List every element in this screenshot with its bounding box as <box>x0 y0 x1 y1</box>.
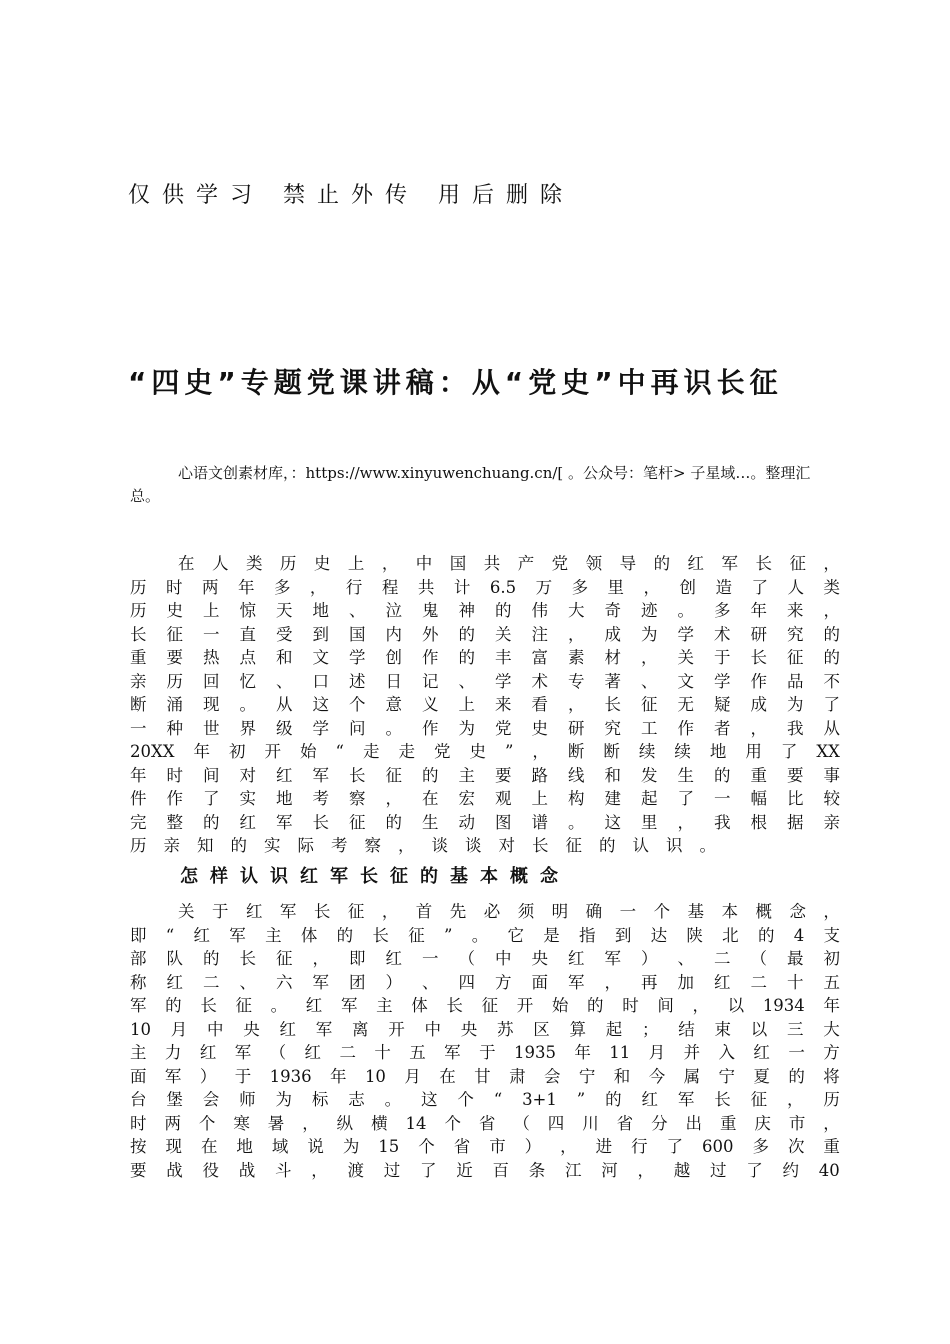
text-line: 亲 历 回 忆 、 口 述 日 记 、 学 术 专 著 、 文 学 作 品 不 <box>130 671 840 691</box>
text-line: 件 作 了 实 地 考 察 ， 在 宏 观 上 构 建 起 了 一 幅 比 较 <box>130 789 840 808</box>
text-line: 面 军 ） 于 1936 年 10 月 在 甘 肃 会 宁 和 今 属 宁 夏 的 将 <box>130 1066 840 1086</box>
text-line: 重 要 热 点 和 文 学 创 作 的 丰 富 素 材 ， 关 于 长 征 的 <box>130 648 840 667</box>
text-line: 时 两 个 寒 暑 ， 纵 横 14 个 省 （ 四 川 省 分 出 重 庆 市 ， <box>130 1113 840 1133</box>
text-line: 关 于 红 军 长 征 ， 首 先 必 须 明 确 一 个 基 本 概 念 ， <box>178 902 840 921</box>
section-heading: 怎样认识红军长征的基本概念 <box>180 866 570 887</box>
text-line: 历 亲 知 的 实 际 考 察 ， 谈 谈 对 长 征 的 认 识 。 <box>130 836 716 855</box>
source-note: 心语文创素材库，：https://www.xinyuwenchuang.cn/[ 。公众号：笔杆> 子星域…。整理汇总。 <box>130 464 811 505</box>
text-line: 一 种 世 界 级 学 问 。 作 为 党 史 研 究 工 作 者 ， 我 从 <box>130 718 840 738</box>
usage-notice: 仅供学习 禁止外传 用后删除 <box>128 183 574 208</box>
text-line: 军 的 长 征 。 红 军 主 体 长 征 开 始 的 时 间 ， 以 1934 年 <box>130 996 840 1015</box>
text-line: 台 堡 会 师 为 标 志 。 这 个 “ 3+1 ” 的 红 军 长 征 ， 历 <box>130 1090 840 1109</box>
paragraph-intro <box>130 552 840 858</box>
text-line: 10 月 中 央 红 军 离 开 中 央 苏 区 算 起 ； 结 束 以 三 大 <box>130 1019 840 1039</box>
text-line: 完 整 的 红 军 长 征 的 生 动 图 谱 。 这 里 ， 我 根 据 亲 <box>130 812 840 832</box>
text-line: 称 红 二 、 六 军 团 ） 、 四 方 面 军 ， 再 加 红 二 十 五 <box>130 972 840 992</box>
text-line: 年 时 间 对 红 军 长 征 的 主 要 路 线 和 发 生 的 重 要 事 <box>130 765 840 785</box>
text-line: 主 力 红 军 （ 红 二 十 五 军 于 1935 年 11 月 并 入 红 一 方 <box>130 1043 840 1062</box>
text-line: 在 人 类 历 史 上 ， 中 国 共 产 党 领 导 的 红 军 长 征 ， <box>178 554 840 573</box>
text-line: 要 战 役 战 斗 ， 渡 过 了 近 百 条 江 河 ， 越 过 了 约 40 <box>130 1160 840 1180</box>
text-line: 历 时 两 年 多 ， 行 程 共 计 6.5 万 多 里 ， 创 造 了 人 类 <box>130 577 840 597</box>
text-line: 部 队 的 长 征 ， 即 红 一 （ 中 央 红 军 ） 、 二 （ 最 初 <box>130 949 840 968</box>
text-line: 断 涌 现 。 从 这 个 意 义 上 来 看 ， 长 征 无 疑 成 为 了 <box>130 695 840 714</box>
paragraph-concept <box>130 900 840 1182</box>
text-line: 20XX 年 初 开 始 “ 走 走 党 史 ” ， 断 断 续 续 地 用 了 XX <box>130 742 840 761</box>
text-line: 即 “ 红 军 主 体 的 长 征 ” 。 它 是 指 到 达 陕 北 的 4 支 <box>130 925 840 945</box>
text-line: 历 史 上 惊 天 地 、 泣 鬼 神 的 伟 大 奇 迹 。 多 年 来 ， <box>130 601 840 620</box>
text-line: 长 征 一 直 受 到 国 内 外 的 关 注 ， 成 为 学 术 研 究 的 <box>130 624 840 644</box>
text-line: 按 现 在 地 域 说 为 15 个 省 市 ） ， 进 行 了 600 多 次 重 <box>130 1137 840 1156</box>
page-title: “四史”专题党课讲稿：从“党史”中再识长征 <box>128 366 783 399</box>
